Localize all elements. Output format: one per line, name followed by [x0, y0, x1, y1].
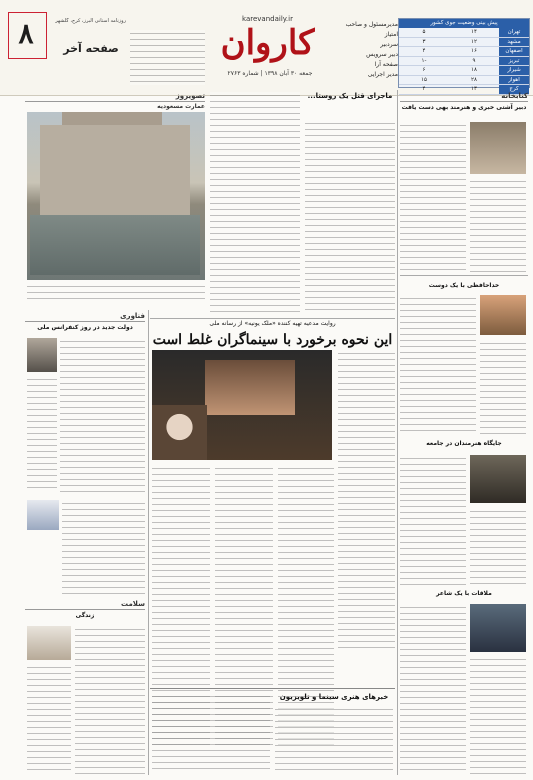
divider — [397, 90, 398, 775]
left-section-label: سلامت — [25, 600, 145, 610]
news-photo — [470, 455, 526, 503]
page-label: صفحه آخر — [63, 42, 119, 55]
site-url[interactable]: karevandaily.ir — [242, 15, 293, 23]
article-column — [305, 120, 395, 315]
right-news-headline: جایگاه هنرمندان در جامعه — [426, 440, 502, 447]
weather-row: اصفهان ۱۶ ۴ — [399, 47, 529, 57]
building-facade — [40, 125, 190, 215]
article-column — [62, 500, 145, 595]
divider — [148, 310, 149, 775]
bottom-headline: خبرهای هنری سینما و تلویزیون — [279, 693, 389, 701]
author-photo — [470, 122, 526, 174]
article-column — [470, 178, 526, 272]
article-column — [75, 626, 145, 774]
article-column — [400, 295, 476, 435]
staff-list — [338, 20, 398, 90]
weather-row: شیراز ۱۸ ۶ — [399, 66, 529, 76]
weather-row: اهواز ۲۸ ۱۵ — [399, 76, 529, 86]
left-section-label: فناوری — [25, 312, 145, 322]
divider — [400, 275, 528, 276]
article-column — [480, 340, 526, 435]
right-section-label: کتابخانه — [400, 92, 528, 102]
photo-caption-text — [27, 283, 205, 303]
article-column — [60, 338, 145, 493]
main-kicker: روایت مدعیه تهیه کننده «ملک یونیه» از رسانه ملی — [209, 320, 336, 327]
contact-info — [130, 30, 205, 85]
staff-line: مدیر اجرایی — [367, 71, 398, 78]
left-photo — [27, 338, 57, 372]
issue-line: جمعه ۳۰ آبان ۱۳۹۸ | شماره ۲۷۶۳ — [227, 70, 313, 77]
publisher-info: روزنامه استانی البرز، کرج، گلشهر — [55, 18, 126, 24]
article-column — [210, 92, 300, 317]
weather-row: تبریز ۹ -۱ — [399, 57, 529, 67]
right-news-headline: خداحافظی با یک دوست — [428, 282, 500, 289]
left-photo — [27, 626, 71, 660]
newspaper-logo: کاروان — [220, 23, 315, 63]
pool-water — [30, 215, 200, 275]
staff-line: سردبیر — [380, 41, 398, 48]
article-column — [470, 508, 526, 585]
staff-line: صفحه آرا — [374, 61, 398, 68]
news-photo — [480, 295, 526, 335]
weather-row: تهران ۱۴ ۵ — [399, 28, 529, 38]
article-column — [152, 693, 270, 772]
weather-row: مشهد ۱۲ ۳ — [399, 38, 529, 48]
staff-line: مدیرمسئول و صاحب امتیاز — [345, 21, 398, 38]
article-column — [470, 656, 526, 774]
article-column — [400, 455, 466, 585]
left-photo — [27, 500, 59, 530]
news-photo — [470, 604, 526, 652]
staff-line: دبیر سرویس — [366, 51, 398, 58]
left-headline: زندگی — [75, 612, 95, 619]
article-column — [27, 376, 57, 493]
weather-row: کرج ۱۳ ۴ — [399, 85, 529, 95]
article-column — [338, 350, 395, 650]
photo-section-label: تصویروز — [25, 92, 205, 102]
right-headline: دبیر آشتی خبری و هنرمند بهی دست یافت — [401, 104, 527, 111]
article-column — [400, 122, 466, 272]
article-column — [400, 604, 466, 774]
article-column — [27, 664, 71, 774]
weather-table — [398, 18, 530, 92]
person-photo — [152, 405, 207, 460]
movie-poster — [205, 360, 295, 415]
right-news-headline: ملاقات با یک شاعر — [436, 590, 492, 597]
divider — [150, 318, 395, 319]
side-headline: ماجرای قتل یک روستا... — [307, 92, 393, 100]
left-headline: دولت جدید در روز کنفرانس ملی — [37, 324, 133, 331]
page-number: ۸ — [18, 17, 34, 50]
article-column — [275, 706, 393, 772]
photo-caption: عمارت مسعودیه — [157, 103, 205, 110]
main-headline: این نحوه برخورد با سینماگران غلط است — [152, 332, 393, 348]
weather-title: پیش بینی وضعیت جوی کشور — [399, 19, 529, 28]
